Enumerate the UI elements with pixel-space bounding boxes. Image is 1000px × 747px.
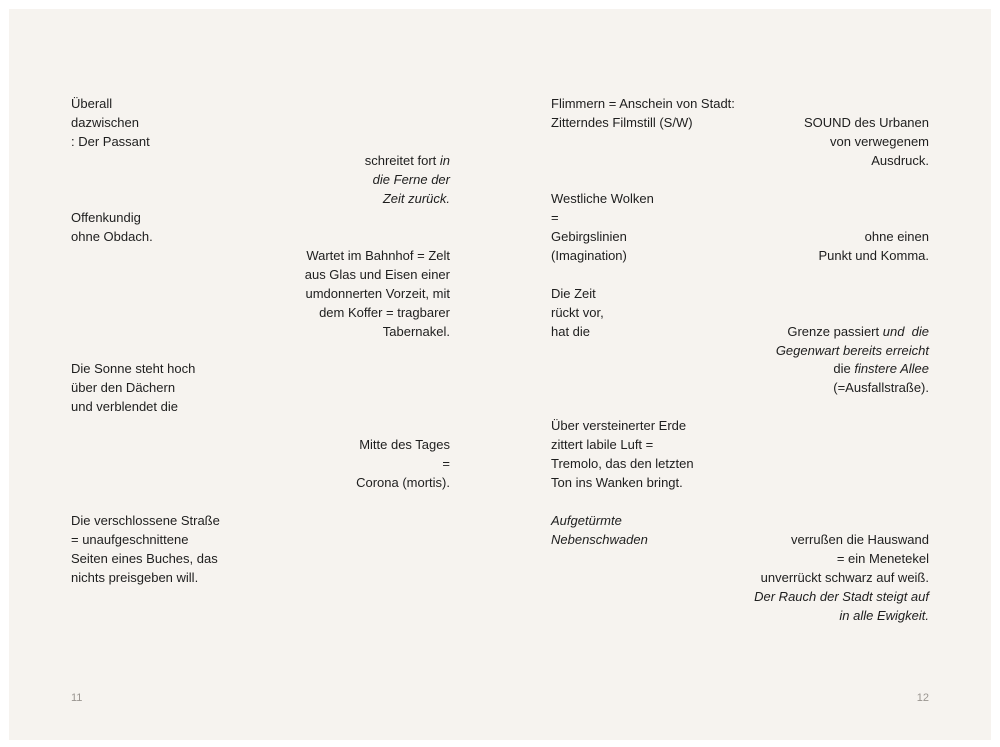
text-line: (=Ausfallstraße). bbox=[833, 380, 929, 395]
text-line: Über versteinerter Erde bbox=[551, 418, 687, 433]
text-line: Nebenschwaden bbox=[551, 532, 648, 547]
text-line: : Der Passant bbox=[71, 134, 150, 149]
page-number-right: 12 bbox=[916, 692, 929, 704]
text-line: = unaufgeschnittene bbox=[71, 532, 189, 547]
text-line: Ausdruck. bbox=[871, 153, 929, 168]
text-line: über den Dächern bbox=[71, 380, 176, 395]
text-italic: finstere Allee bbox=[854, 361, 929, 376]
text-line: Seiten eines Buches, das bbox=[71, 551, 218, 566]
text-line: unverrückt schwarz auf weiß. bbox=[760, 570, 929, 585]
text-line: Wartet im Bahnhof = Zelt bbox=[306, 248, 450, 263]
text-line bbox=[365, 151, 450, 170]
text-line: ohne einen bbox=[864, 229, 929, 244]
text-line: = bbox=[442, 456, 450, 471]
text-line: ohne Obdach. bbox=[71, 229, 153, 244]
text-italic: in bbox=[439, 153, 450, 168]
text-line: (Imagination) bbox=[551, 248, 627, 263]
text-line: Punkt und Komma. bbox=[818, 248, 929, 263]
text-plain: die bbox=[833, 361, 855, 376]
text-line bbox=[833, 359, 929, 378]
text-line: Gegenwart bereits erreicht bbox=[775, 343, 929, 358]
text-line: Flimmern = Anschein von Stadt: bbox=[551, 96, 735, 111]
text-line: = ein Menetekel bbox=[836, 551, 929, 566]
text-line: Die verschlossene Straße bbox=[71, 513, 220, 528]
text-line: nichts preisgeben will. bbox=[71, 570, 199, 585]
text-line: Westliche Wolken bbox=[551, 191, 654, 206]
text-line: in alle Ewigkeit. bbox=[839, 608, 929, 623]
text-line: die Ferne der bbox=[372, 172, 450, 187]
text-line: Überall bbox=[71, 96, 113, 111]
text-line: Zeit zurück. bbox=[382, 191, 450, 206]
text-line: SOUND des Urbanen bbox=[804, 115, 929, 130]
text-line: = bbox=[551, 210, 559, 225]
text-line: Tremolo, das den letzten bbox=[551, 456, 694, 471]
text-line: hat die bbox=[551, 324, 591, 339]
text-line: Der Rauch der Stadt steigt auf bbox=[754, 589, 929, 604]
text-line: Ton ins Wanken bringt. bbox=[551, 475, 683, 490]
text-line: Die Zeit bbox=[551, 286, 596, 301]
text-italic: und die bbox=[882, 324, 929, 339]
text-line bbox=[787, 322, 929, 341]
text-line: und verblendet die bbox=[71, 399, 178, 414]
text-line: Offenkundig bbox=[71, 210, 141, 225]
text-plain: Grenze passiert bbox=[787, 324, 883, 339]
text-line: von verwegenem bbox=[830, 134, 929, 149]
text-line: rückt vor, bbox=[551, 305, 604, 320]
text-line: Corona (mortis). bbox=[356, 475, 450, 490]
text-line: umdonnerten Vorzeit, mit bbox=[305, 286, 450, 301]
text-line: Die Sonne steht hoch bbox=[71, 361, 196, 376]
text-line: aus Glas und Eisen einer bbox=[304, 267, 450, 282]
text-line: Tabernakel. bbox=[382, 324, 450, 339]
text-line: dem Koffer = tragbarer bbox=[319, 305, 450, 320]
text-plain: schreitet fort bbox=[364, 153, 440, 168]
page-number-left: 11 bbox=[71, 692, 83, 704]
text-line: Mitte des Tages bbox=[359, 437, 450, 452]
text-line: Gebirgslinien bbox=[551, 229, 627, 244]
text-line: dazwischen bbox=[71, 115, 139, 130]
book-spread bbox=[9, 9, 991, 740]
text-line: Aufgetürmte bbox=[551, 513, 622, 528]
text-line: verrußen die Hauswand bbox=[790, 532, 929, 547]
text-line: Zitterndes Filmstill (S/W) bbox=[551, 115, 693, 130]
text-line: zittert labile Luft = bbox=[551, 437, 654, 452]
